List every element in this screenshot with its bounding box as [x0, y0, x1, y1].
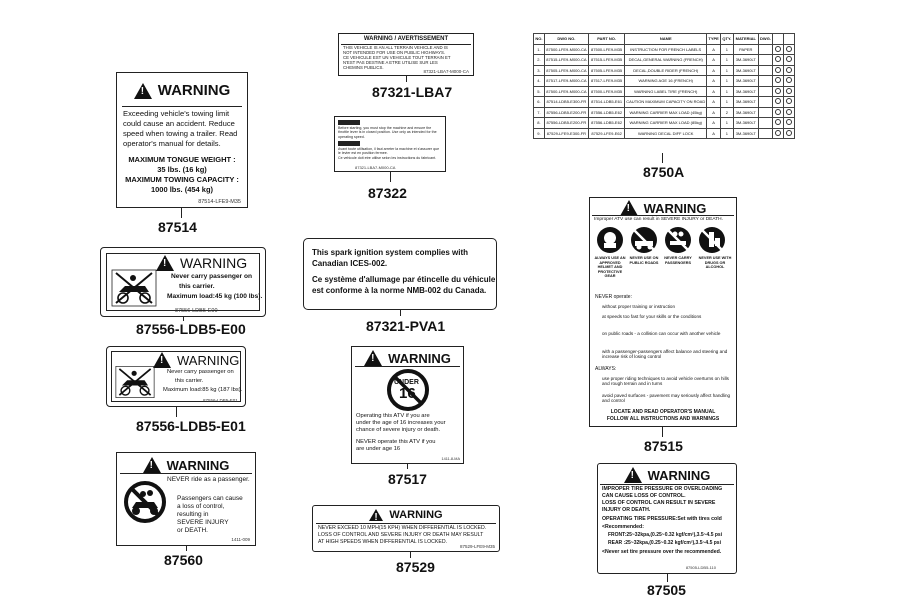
decal-87505-label — [597, 463, 737, 574]
table-cell: 1 — [721, 55, 734, 66]
table-header-cell: NAME — [625, 34, 707, 45]
decal-87515-label — [589, 197, 737, 427]
table-cell: 3M-3690LT — [733, 76, 758, 87]
table-cell: WARNING DECAL DIFF LOCK — [625, 128, 707, 139]
table-cell: 1 — [721, 44, 734, 55]
table-cell: 1 — [721, 128, 734, 139]
table-cell: 1 — [721, 65, 734, 76]
table-cell: INSTRUCTION FOR FRENCH LABELS — [625, 44, 707, 55]
decal-subhead: Improper ATV use can result in SEVERE INJURY or DEATH. — [594, 217, 723, 222]
warning-triangle-icon — [156, 255, 174, 271]
decal-line-1: THIS VEHICLE IS AN ALL TERRAIN VEHICLE AND IS — [343, 45, 448, 50]
table-cell: 87529-LFE9-E62 — [588, 128, 624, 139]
table-cell: A — [707, 107, 721, 118]
table-cell — [758, 86, 772, 97]
circle-mark-icon — [784, 44, 795, 55]
table-cell: 6. — [534, 97, 545, 108]
decal-87322-label — [334, 116, 446, 172]
atv-passenger-prohibited-icon — [115, 365, 155, 399]
part-number: 87517 — [388, 471, 427, 487]
decal-line-5: OPERATING TIRE PRESSURE:Set with tires cold — [602, 516, 722, 522]
circle-mark-icon — [784, 107, 795, 118]
circle-mark-icon — [773, 107, 784, 118]
table-cell: 1 — [721, 118, 734, 129]
circle-mark-icon — [784, 55, 795, 66]
table-cell: 3M-3690LT — [733, 128, 758, 139]
table-cell: 4. — [534, 76, 545, 87]
decal-line-2: CAN CAUSE LOSS OF CONTROL. — [602, 493, 686, 499]
table-cell: 3M-3690LT — [733, 65, 758, 76]
circle-mark-icon — [773, 76, 784, 87]
decal-line-5: SEVERE INJURY — [177, 519, 229, 526]
towing-capacity-title: MAXIMUM TOWING CAPACITY : — [125, 175, 239, 184]
decal-line-2: this carrier. — [175, 378, 204, 384]
part-number: 87321-PVA1 — [366, 318, 446, 334]
table-row — [534, 97, 795, 108]
part-number: 87556-LDB5-E00 — [136, 321, 246, 337]
always-title: ALWAYS: — [595, 366, 617, 372]
table-cell: CAUTION MAXIMUM CAPACITY ON ROAD — [625, 97, 707, 108]
table-cell: 87500-LFE9-M000-CA — [544, 86, 588, 97]
decal-heading: WARNING — [180, 255, 248, 271]
table-cell — [758, 128, 772, 139]
decal-line-6: <Recommended: — [602, 524, 644, 530]
decal-line-7: FRONT:25~32kpa,(0.25~0.32 kgf/cm²),3.5~4.5 psi — [608, 532, 723, 538]
table-cell: A — [707, 128, 721, 139]
table-row — [534, 128, 795, 139]
table-row — [534, 44, 795, 55]
table-cell: 87500-LFE9-M35 — [588, 44, 624, 55]
table-header-cell: QTY. — [721, 34, 734, 45]
table-cell: 87500-LFE9-M35 — [588, 86, 624, 97]
table-cell: 87556-LDB5-E200-FR — [544, 118, 588, 129]
circle-mark-icon — [784, 86, 795, 97]
decal-line-2: Passengers can cause — [177, 495, 243, 502]
bullet-4: with a passenger-passengers affect balance and steering and increase risk of losing control — [602, 349, 728, 360]
part-number: 87529 — [396, 559, 435, 575]
table-header-cell — [784, 34, 795, 45]
decal-line-2: Canadian ICES-002. — [312, 259, 388, 268]
circle-mark-icon — [773, 128, 784, 139]
decal-87321-pva1-label — [303, 238, 497, 310]
warning-triangle-icon — [143, 457, 161, 473]
table-cell: 9. — [534, 128, 545, 139]
decal-line-9: <Never set tire pressure over the recommended. — [602, 549, 722, 555]
decal-line-3: chance of severe injury or death. — [356, 427, 441, 433]
table-cell: A — [707, 65, 721, 76]
decal-line-3: LOSS OF CONTROL CAN RESULT IN SEVERE — [602, 500, 716, 506]
table-cell: 87514-LDB5-E61 — [588, 97, 624, 108]
decal-code: 1411-009 — [231, 537, 250, 542]
decal-code: 87321-LBA7-M000-CA — [355, 165, 396, 170]
parts-list-table — [533, 33, 795, 139]
decal-line-3: a loss of control, — [177, 503, 225, 510]
table-cell — [758, 107, 772, 118]
circle-mark-icon — [784, 65, 795, 76]
bullet-6: avoid paved surfaces - pavement may seriously affect handling and control — [602, 393, 731, 404]
table-cell: 87529-LFE9-E300-FR — [544, 128, 588, 139]
part-number: 8750A — [643, 164, 685, 180]
decal-87514-label — [116, 72, 248, 208]
decal-heading: WARNING — [389, 509, 443, 521]
decal-line-1: Never carry passenger on — [167, 369, 234, 375]
table-cell: 1 — [721, 76, 734, 87]
decal-code: 87321-LBA7-M000-CA — [423, 69, 469, 74]
decal-code: 87514-LFE9-M35 — [198, 199, 241, 205]
table-cell: 87505-LFE9-M35 — [588, 65, 624, 76]
table-cell: 87515-LFE9-M35 — [588, 55, 624, 66]
table-cell: WARNING LABEL TIRE (FRENCH) — [625, 86, 707, 97]
decal-87556-e01-label — [106, 346, 246, 407]
decal-line-1: Operating this ATV if you are — [356, 413, 430, 419]
table-cell: 3M-3690LT — [733, 107, 758, 118]
part-number: 87321-LBA7 — [372, 84, 453, 100]
decal-line-1: NEVER ride as a passenger. — [167, 476, 250, 483]
decal-line-4: resulting in — [177, 511, 209, 518]
part-number: 87560 — [164, 552, 203, 568]
parts-list-table-frame — [533, 33, 795, 153]
warning-triangle-icon — [369, 509, 383, 521]
part-number: 87515 — [644, 438, 683, 454]
table-header-cell: DWG NO. — [544, 34, 588, 45]
decal-line-2: under the age of 16 increases your — [356, 420, 446, 426]
decal-87560-label — [116, 452, 256, 546]
under-text: UNDER — [394, 379, 419, 386]
table-header-cell: MATERIAL — [733, 34, 758, 45]
table-cell — [758, 65, 772, 76]
icon-caption-3: NEVER CARRY PASSENGERS — [664, 256, 692, 265]
circle-mark-icon — [773, 65, 784, 76]
table-cell: 87556-LDB5-E200-FR — [544, 107, 588, 118]
bullet-5: use proper riding techniques to avoid vehicle overturns on hills and rough terrain and in turns — [602, 376, 729, 387]
table-cell: WARNING AGE 16 (FRENCH) — [625, 76, 707, 87]
table-cell: 87556-LDB5-E62 — [588, 118, 624, 129]
part-number: 87556-LDB5-E01 — [136, 418, 246, 434]
bullet-1: without proper training or instruction — [602, 304, 676, 309]
tongue-weight-value: 35 lbs. (16 kg) — [157, 165, 207, 174]
table-cell — [758, 118, 772, 129]
bullet-3: on public roads - a collision can occur with another vehicle — [602, 331, 721, 336]
table-row — [534, 65, 795, 76]
decal-code: 87529-LFE9-M35 — [459, 544, 495, 549]
decal-code: 87505-LDB5-110 — [685, 565, 716, 570]
table-row — [534, 86, 795, 97]
table-cell: A — [707, 44, 721, 55]
decal-heading: WARNING — [157, 82, 231, 99]
decal-heading: WARNING — [177, 352, 240, 368]
towing-capacity-value: 1000 lbs. (454 kg) — [150, 185, 214, 194]
decal-block-2: Avant toute utilisation, il faut arreter la machine et s'assurer que le levier est en position fermee. — [338, 147, 440, 156]
decal-line-2: this carrier. — [179, 283, 215, 290]
table-cell: 7. — [534, 107, 545, 118]
tongue-weight-title: MAXIMUM TONGUE WEIGHT : — [128, 155, 236, 164]
table-cell: WARNING CARRIER MAX LOAD (85kg) — [625, 118, 707, 129]
table-cell: 2 — [721, 107, 734, 118]
circle-mark-icon — [773, 86, 784, 97]
decal-heading: WARNING — [166, 457, 230, 473]
table-cell: 87500-LFE9-M000-CA — [544, 44, 588, 55]
decal-87529-label — [312, 505, 500, 552]
table-header-cell — [773, 34, 784, 45]
decal-body: Exceeding vehicle's towing limit could cause an accident. Reduce speed when towing a trailer. Read operator's manual for details. — [123, 109, 238, 148]
part-number: 87505 — [647, 582, 686, 598]
circle-mark-icon — [773, 44, 784, 55]
table-cell: A — [707, 76, 721, 87]
warning-triangle-icon — [134, 83, 152, 99]
decal-line-4: INJURY OR DEATH. — [602, 507, 651, 513]
decal-line-4: NEVER operate this ATV if you — [356, 439, 436, 445]
no-passenger-prohibition-icon — [123, 480, 167, 524]
table-cell: DECAL,GENERAL WARNING (FRENCH) — [625, 55, 707, 66]
circle-mark-icon — [773, 97, 784, 108]
warning-triangle-icon — [620, 200, 638, 216]
table-cell: 1. — [534, 44, 545, 55]
footer-line-1: LOCATE AND READ OPERATOR'S MANUAL — [610, 409, 716, 415]
table-cell: PAPER — [733, 44, 758, 55]
table-header-row — [534, 34, 795, 45]
warning-triangle-icon — [364, 350, 382, 366]
decal-87517-label — [351, 346, 464, 464]
decal-heading: WARNING — [643, 200, 707, 216]
circle-mark-icon — [784, 128, 795, 139]
decal-line-2: LOSS OF CONTROL AND SEVERE INJURY OR DEATH MAY RESULT — [318, 532, 484, 538]
table-row — [534, 107, 795, 118]
icon-caption-2: NEVER USE ON PUBLIC ROADS — [629, 256, 659, 265]
decal-line-4: est conforme à la norme NMB-002 du Canada. — [312, 286, 487, 295]
table-cell: 1 — [721, 86, 734, 97]
decal-block-3: Ce vehicule doit etre utilise selon les instructions du fabricant. — [338, 156, 437, 160]
table-header-cell: NO. — [534, 34, 545, 45]
table-cell: WARNING CARRIER MAX LOAD (45kg) — [625, 107, 707, 118]
table-cell: 1 — [721, 97, 734, 108]
table-cell: 3. — [534, 65, 545, 76]
table-cell: 5. — [534, 86, 545, 97]
circle-mark-icon — [784, 76, 795, 87]
never-operate-title: NEVER operate: — [595, 294, 632, 300]
icon-caption-4: NEVER USE WITH DRUGS OR ALCOHOL — [698, 256, 732, 270]
decal-line-3: Maximum load:85 kg (187 lbs). — [163, 387, 243, 393]
warning-triangle-icon — [153, 352, 171, 368]
circle-mark-icon — [784, 118, 795, 129]
decal-code: 1411-8-MA — [441, 457, 460, 461]
table-cell: 87514-LDB5-E300-FR — [544, 97, 588, 108]
table-cell: 87517-LFE9-M35 — [588, 76, 624, 87]
decal-line-1: NEVER EXCEED 10 MPH(15 KPH) WHEN DIFFERENTIAL IS LOCKED. — [318, 525, 487, 531]
decal-line-6: or DEATH. — [177, 527, 208, 534]
part-number: 87514 — [158, 219, 197, 235]
table-header-cell: PART NO. — [588, 34, 624, 45]
table-cell — [758, 76, 772, 87]
decal-line-3: Ce système d'allumage par étincelle du véhicule — [312, 275, 496, 284]
circle-mark-icon — [773, 118, 784, 129]
warning-triangle-icon — [624, 467, 642, 483]
bullet-2: at speeds too fast for your skills or the conditions — [602, 314, 702, 319]
table-cell: A — [707, 55, 721, 66]
table-row — [534, 118, 795, 129]
footer-line-2: FOLLOW ALL INSTRUCTIONS AND WARNINGS — [606, 416, 720, 422]
table-cell: A — [707, 86, 721, 97]
table-cell: 87556-LDB5-E62 — [588, 107, 624, 118]
decal-line-5: CHEMINS PUBLICS. — [343, 65, 384, 70]
table-cell — [758, 97, 772, 108]
decal-87556-e00-label — [100, 247, 266, 317]
table-cell: 3M-3690LT — [733, 86, 758, 97]
table-header-cell: DWG. — [758, 34, 772, 45]
table-cell: 2. — [534, 55, 545, 66]
no-public-roads-icon — [630, 226, 658, 254]
decal-code: 87556-LDB5-E00 — [175, 308, 218, 314]
table-cell: 87505-LFE9-M000-CA — [544, 65, 588, 76]
decal-block-1: Before starting, you must stop the machine and ensure the throttle lever is in closed position. Use only as intended for the operating speed. — [338, 126, 437, 139]
decal-line-3: Maximum load:45 kg (100 lbs). — [167, 293, 263, 300]
icon-caption-1: ALWAYS USE AN APPROVED HELMET AND PROTECTIVE GEAR — [594, 256, 626, 279]
table-cell: 3M-3690LT — [733, 55, 758, 66]
age-number: 16 — [399, 385, 416, 402]
table-cell: 87515-LFE9-M000-CA — [544, 55, 588, 66]
part-number: 87322 — [368, 185, 407, 201]
decal-87321-lba7-label — [338, 33, 474, 76]
parts-list-body — [534, 44, 795, 139]
decal-heading: WARNING — [388, 350, 451, 366]
decal-line-1: IMPROPER TIRE PRESSURE OR OVERLOADING — [602, 486, 723, 492]
no-passengers-icon — [664, 226, 692, 254]
decal-heading: WARNING / AVERTISSEMENT — [363, 36, 449, 42]
table-row — [534, 76, 795, 87]
table-cell: A — [707, 118, 721, 129]
decal-line-3: CE VEHICULE EST UN VEHICULE TOUT TERRAIN ET — [343, 55, 451, 60]
table-cell: 3M-3690LT — [733, 118, 758, 129]
table-cell: 3M-3690LT — [733, 97, 758, 108]
table-cell: A — [707, 97, 721, 108]
table-cell: DECAL,DOUBLE RIDER (FRENCH) — [625, 65, 707, 76]
table-cell: 8. — [534, 118, 545, 129]
decal-line-1: This spark ignition system complies with — [312, 248, 469, 257]
helmet-icon — [596, 226, 624, 254]
decal-line-2: NOT INTENDED FOR USE ON PUBLIC HIGHWAYS. — [343, 50, 446, 55]
atv-passenger-prohibited-icon — [111, 269, 157, 307]
decal-line-3: AT HIGH SPEEDS WHEN DIFFERENTIAL IS LOCKED. — [318, 539, 448, 545]
decal-line-1: Never carry passenger on — [171, 273, 252, 280]
table-header-cell: TYPE — [707, 34, 721, 45]
table-row — [534, 55, 795, 66]
circle-mark-icon — [773, 55, 784, 66]
decal-heading: WARNING — [647, 467, 711, 483]
no-drugs-alcohol-icon — [698, 226, 726, 254]
decal-code: 87556-LDB5-E01 — [203, 398, 238, 403]
decal-line-5: are under age 16 — [356, 446, 401, 452]
decal-line-4: N'EST PAS DESTINE A ETRE UTILISE SUR LES — [343, 60, 438, 65]
table-cell — [758, 44, 772, 55]
decal-line-8: REAR :25~32kpa,(0.25~0.32 kgf/cm²),3.5~4.5 psi — [608, 540, 721, 546]
table-cell: 87517-LFE9-M000-CA — [544, 76, 588, 87]
table-cell — [758, 55, 772, 66]
circle-mark-icon — [784, 97, 795, 108]
